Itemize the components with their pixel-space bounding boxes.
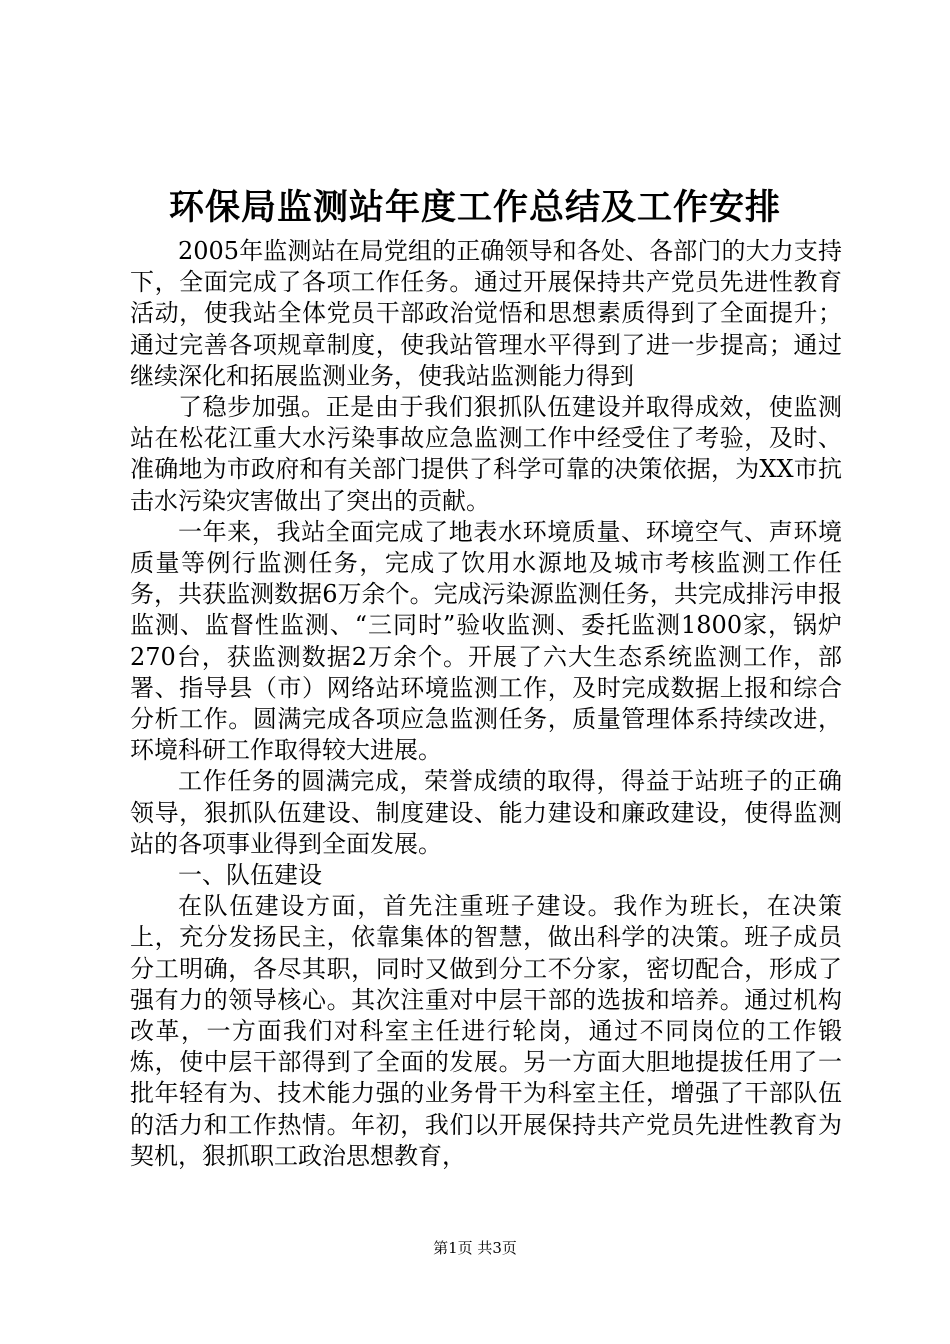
paragraph-monitoring-tasks: 一年来，我站全面完成了地表水环境质量、环境空气、声环境质量等例行监测任务，完成了饮用水源地及城市考核监测工作任务，共获监测数据6万余个。完成污染源监测任务，共完成排污申报监测、监督性监测、“三同时”验收监测、委托监测1800家，锅炉270台，获监测数据2万余个。开展了六大生态系统监测工作，部署、指导县（市）网络站环境监测工作，及时完成数据上报和综合分析工作。圆满完成各项应急监测任务，质量管理体系持续改进，环境科研工作取得较大进展。 xyxy=(130,517,842,765)
document-title: 环保局监测站年度工作总结及工作安排 xyxy=(168,187,781,228)
paragraph-intro: 2005年监测站在局党组的正确领导和各处、各部门的大力支持下，全面完成了各项工作任务。通过开展保持共产党员先进性教育活动，使我站全体党员干部政治觉悟和思想素质得到了全面提升；通过完善各项规章制度，使我站管理水平得到了进一步提高；通过继续深化和拓展监测业务，使我站监测能力得到 xyxy=(130,237,842,390)
page-footer: 第1页 共3页 xyxy=(433,1239,517,1257)
section-heading-team-building: 一、队伍建设 xyxy=(178,861,322,890)
paragraph-leadership: 工作任务的圆满完成，荣誉成绩的取得，得益于站班子的正确领导，狠抓队伍建设、制度建设、能力建设和廉政建设，使得监测站的各项事业得到全面发展。 xyxy=(130,767,842,858)
paragraph-achievement: 了稳步加强。正是由于我们狠抓队伍建设并取得成效，使监测站在松花江重大水污染事故应急监测工作中经受住了考验，及时、准确地为市政府和有关部门提供了科学可靠的决策依据，为XX市抗击水污染灾害做出了突出的贡献。 xyxy=(130,393,842,515)
paragraph-team-building: 在队伍建设方面，首先注重班子建设。我作为班长，在决策上，充分发扬民主，依靠集体的智慧，做出科学的决策。班子成员分工明确，各尽其职，同时又做到分工不分家，密切配合，形成了强有力的领导核心。其次注重对中层干部的选拔和培养。通过机构改革，一方面我们对科室主任进行轮岗，通过不同岗位的工作锻炼，使中层干部得到了全面的发展。另一方面大胆地提拔任用了一批年轻有为、技术能力强的业务骨干为科室主任，增强了干部队伍的活力和工作热情。年初，我们以开展保持共产党员先进性教育为契机，狠抓职工政治思想教育， xyxy=(130,892,842,1170)
document-body xyxy=(130,236,842,1172)
